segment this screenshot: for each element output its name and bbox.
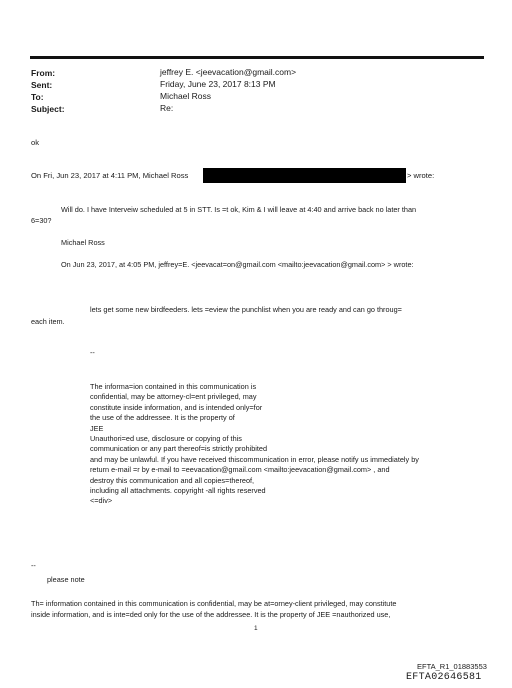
- separator-2: --: [31, 561, 36, 570]
- quote2-intro: On Jun 23, 2017, at 4:05 PM, jeffrey=E. <jeevacat=on@gmail.com <mailto:jeevacation@gmail.com> > wrote:: [61, 260, 414, 269]
- to-value: Michael Ross: [160, 91, 212, 101]
- quote2-line1: lets get some new birdfeeders. lets =eview the punchlist when you are ready and can go throug=: [90, 305, 402, 314]
- reply-text: ok: [31, 138, 40, 147]
- confidential-line: the use of the addressee. It is the property of: [90, 413, 235, 423]
- confidential-line: The informa=ion contained in this communication is: [90, 382, 257, 391]
- to-label: To:: [31, 92, 44, 102]
- page-number: 1: [254, 625, 258, 632]
- confidentiality-notice: [90, 382, 419, 507]
- from-label: From:: [31, 68, 56, 78]
- confidential-line: destroy this communication and all copies=thereof,: [90, 475, 255, 485]
- confidential-line: <=div>: [90, 496, 113, 506]
- signature: Michael Ross: [61, 238, 105, 247]
- please-note: please note: [47, 575, 85, 584]
- header-rule: [30, 56, 484, 59]
- footer-line2: inside information, and is inte=ded only for the use of the addressee. It is the property of JEE =nauthorized use,: [31, 610, 391, 619]
- quote2-line2: each item.: [31, 317, 65, 326]
- quote1-line1: Will do. I have Interveiw scheduled at 5 in STT. Is =t ok, Kim & I will leave at 4:40 and arrive back no later than: [61, 205, 417, 214]
- confidential-line: communication or any part thereof=is strictly prohibited: [90, 444, 268, 454]
- confidential-line: JEE: [90, 423, 104, 433]
- efta-stamp-small: EFTA_R1_01883553: [417, 662, 487, 671]
- confidential-line: constitute inside information, and is intended only=for: [90, 402, 263, 412]
- redaction-box: [203, 168, 406, 183]
- sent-value: Friday, June 23, 2017 8:13 PM: [160, 79, 276, 89]
- confidential-line: Unauthori=ed use, disclosure or copying of this: [90, 434, 242, 444]
- confidential-line: return e-mail =r by e-mail to =eevacation@gmail.com <mailto:jeevacation@gmail.com> , and: [90, 465, 390, 475]
- confidential-line: including all attachments. copyright -all rights reserved: [90, 486, 266, 496]
- from-value: jeffrey E. <jeevacation@gmail.com>: [160, 67, 297, 77]
- separator: --: [90, 348, 95, 357]
- subject-value: Re:: [160, 103, 174, 113]
- footer-line1: Th= information contained in this communication is confidential, may be at=orney-client privileged, may constitute: [31, 599, 397, 608]
- quote1-intro: On Fri, Jun 23, 2017 at 4:11 PM, Michael Ross: [31, 171, 189, 180]
- efta-stamp-large: EFTA02646581: [406, 672, 482, 683]
- confidential-line: confidential, may be attorney-cl=ent privileged, may: [90, 392, 257, 402]
- quote1-line2: 6=30?: [31, 216, 52, 225]
- subject-label: Subject:: [31, 104, 65, 114]
- sent-label: Sent:: [31, 80, 53, 90]
- quote1-wrote: > wrote:: [407, 171, 435, 180]
- confidential-line: and may be unlawful. If you have received thiscommunication in error, please notify us immediately by: [90, 454, 419, 464]
